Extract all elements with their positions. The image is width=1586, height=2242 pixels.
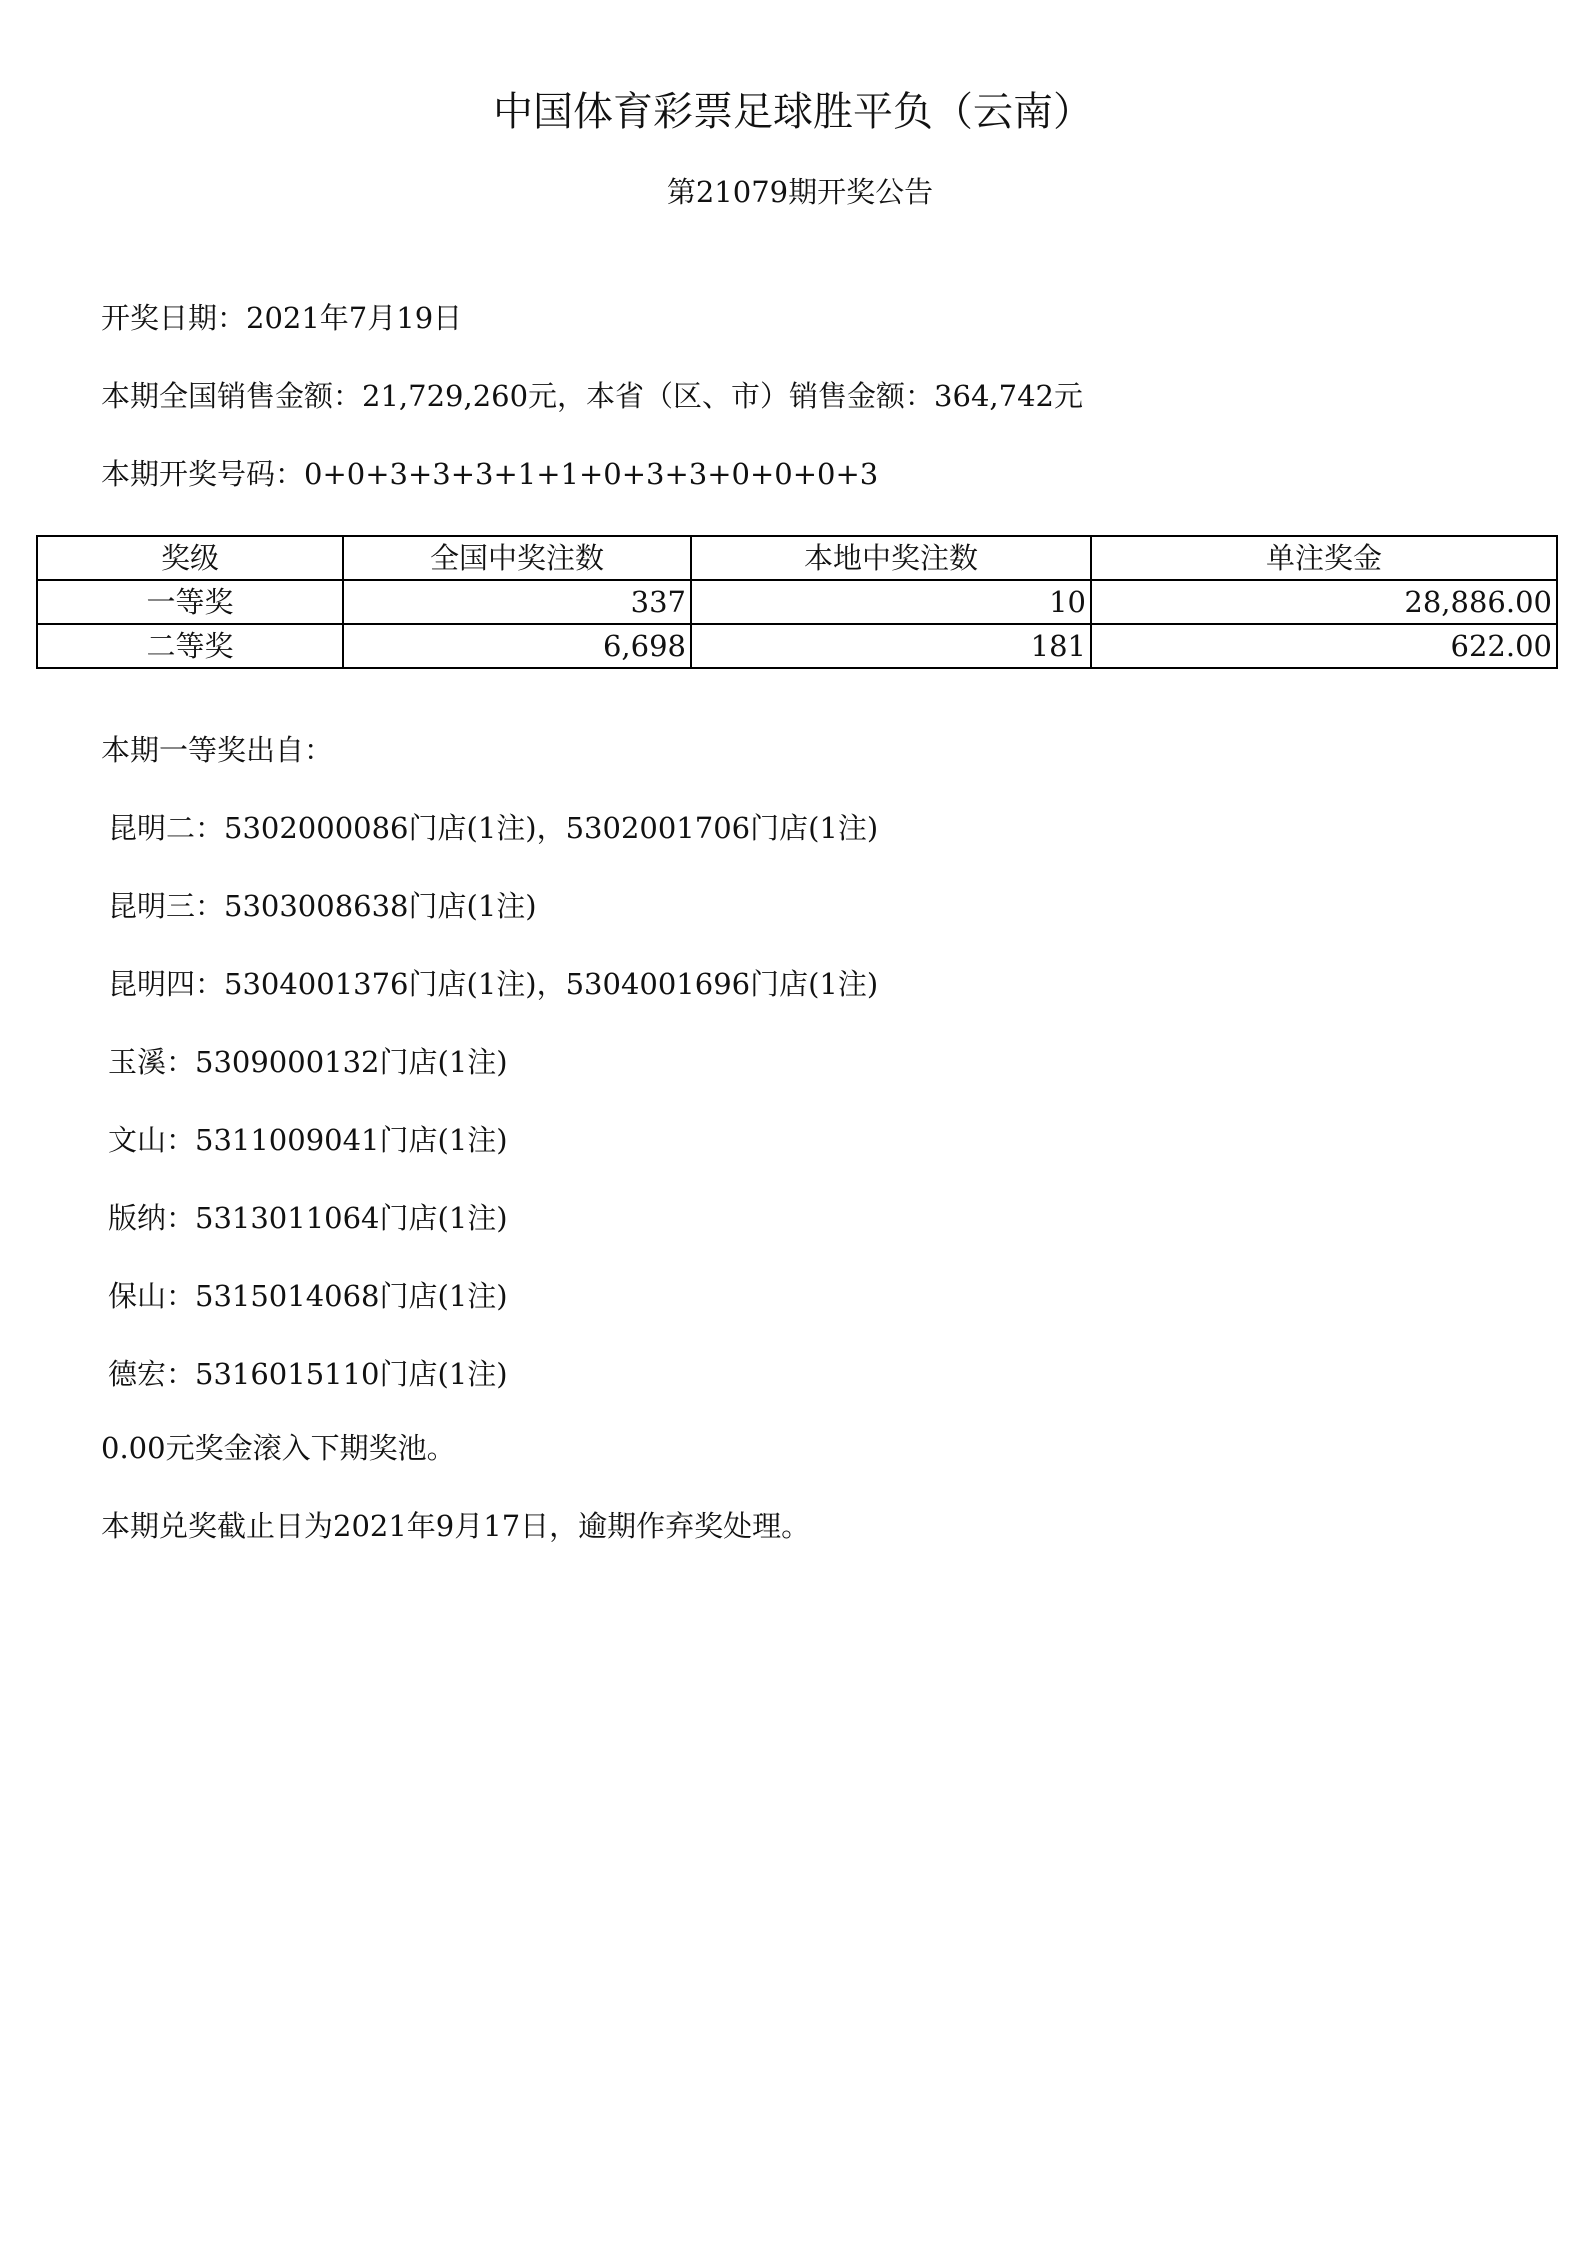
cell-national-count: 6,698	[343, 624, 691, 668]
cell-national-count: 337	[343, 580, 691, 624]
header-local-count: 本地中奖注数	[691, 536, 1091, 580]
table-header-row	[37, 536, 1557, 580]
winning-numbers: 本期开奖号码：0+0+3+3+3+1+1+0+3+3+0+0+0+3	[101, 457, 879, 491]
first-prize-intro: 本期一等奖出自：	[101, 733, 334, 767]
cell-level: 二等奖	[37, 624, 343, 668]
sales-amount: 本期全国销售金额：21,729,260元，本省（区、市）销售金额：364,742元	[101, 379, 1083, 413]
winner-line: 保山：5315014068门店(1注)	[108, 1279, 508, 1313]
cell-local-count: 10	[691, 580, 1091, 624]
winner-line: 文山：5311009041门店(1注)	[108, 1123, 508, 1157]
table-row	[37, 580, 1557, 624]
winner-line: 昆明四：5304001376门店(1注)，5304001696门店(1注)	[108, 967, 879, 1001]
header-prize-amount: 单注奖金	[1091, 536, 1557, 580]
cell-prize-amount: 622.00	[1091, 624, 1557, 668]
page-title: 中国体育彩票足球胜平负（云南）	[493, 89, 1093, 135]
cell-level: 一等奖	[37, 580, 343, 624]
header-national-count: 全国中奖注数	[343, 536, 691, 580]
cell-local-count: 181	[691, 624, 1091, 668]
rollover-note: 0.00元奖金滚入下期奖池。	[101, 1431, 456, 1465]
deadline-note: 本期兑奖截止日为2021年9月17日，逾期作弃奖处理。	[101, 1509, 811, 1543]
cell-prize-amount: 28,886.00	[1091, 580, 1557, 624]
winner-line: 玉溪：5309000132门店(1注)	[108, 1045, 508, 1079]
table-row	[37, 624, 1557, 668]
winner-line: 昆明三：5303008638门店(1注)	[108, 889, 537, 923]
winner-line: 昆明二：5302000086门店(1注)，5302001706门店(1注)	[108, 811, 879, 845]
header-level: 奖级	[37, 536, 343, 580]
prize-table	[36, 535, 1558, 669]
issue-subtitle: 第21079期开奖公告	[666, 175, 934, 209]
winner-line: 德宏：5316015110门店(1注)	[108, 1357, 508, 1391]
winner-line: 版纳：5313011064门店(1注)	[108, 1201, 508, 1235]
draw-date: 开奖日期：2021年7月19日	[101, 301, 463, 335]
